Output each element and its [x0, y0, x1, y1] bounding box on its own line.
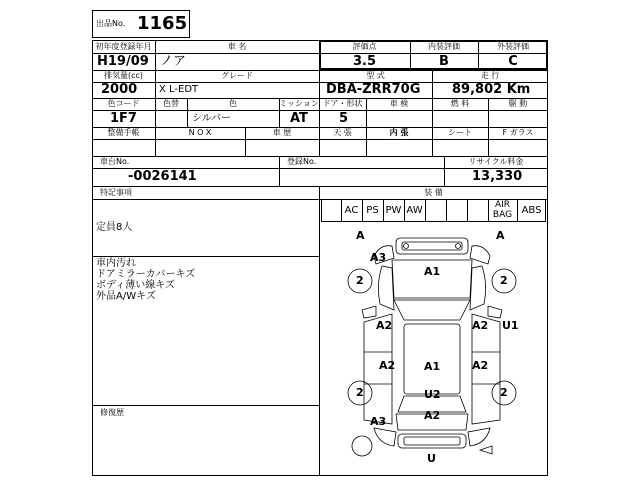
label-reg-no: 登録No. [287, 157, 317, 166]
label-score: 評価点 [352, 42, 377, 51]
label-history: 車 歴 [272, 128, 292, 137]
row3-label-line [92, 110, 548, 111]
damage-code: A2 [376, 319, 393, 332]
damage-code: A2 [472, 319, 489, 332]
equipment-pw: PW [385, 205, 402, 216]
eq-div [446, 199, 447, 222]
label-glass: F ガラス [502, 128, 534, 137]
lot-number-box [92, 10, 190, 38]
eq-div [467, 199, 468, 222]
eq-div [425, 199, 426, 222]
label-fuel: 燃 料 [450, 99, 470, 108]
label-exterior: 外装評価 [497, 42, 529, 51]
value-grade: X L-EDT [159, 84, 199, 95]
label-transmission: ミッション [279, 99, 319, 108]
equipment-abs: ABS [521, 205, 542, 216]
value-exterior: C [508, 54, 518, 69]
damage-code: A [496, 229, 505, 242]
damage-code: U [427, 452, 436, 465]
label-recycle: リサイクル料金 [468, 157, 524, 166]
value-model: DBA-ZRR70G [326, 82, 421, 97]
value-transmission: AT [290, 111, 308, 126]
damage-code: A [356, 229, 365, 242]
equipment-airbag: AIR BAG [492, 200, 513, 220]
repair-label: 修復歴 [100, 408, 124, 417]
label-drive: 駆 動 [508, 99, 528, 108]
note-item: 車内汚れ [96, 258, 136, 269]
car-damage-diagram [320, 224, 546, 474]
value-score: 3.5 [352, 54, 377, 69]
value-color: シルバー [192, 113, 232, 124]
damage-code: 2 [500, 274, 508, 287]
label-color-code: 色コード [107, 99, 140, 108]
lot-number: 1165 [137, 13, 188, 34]
label-first-reg: 初年度登録年月 [95, 42, 152, 51]
label-maintenance: 整備手帳 [107, 128, 140, 137]
value-displacement: 2000 [101, 82, 138, 97]
label-color-type: 色替 [163, 99, 179, 108]
row5-div-1 [279, 156, 280, 186]
equipment-label: 装 備 [424, 188, 443, 197]
label-sunroof: 天 張 [333, 128, 352, 137]
label-interior: 内装評価 [428, 42, 460, 51]
value-mileage: 89,802 Km [452, 82, 531, 97]
label-chassis: 車台No. [100, 157, 130, 166]
row5-bottom-line [92, 186, 548, 187]
capacity-note: 定員8人 [96, 222, 133, 233]
notes-mid-line [92, 256, 319, 257]
damage-code: 2 [500, 386, 508, 399]
value-car-name: ノア [160, 54, 187, 69]
equipment-aw: AW [406, 205, 423, 216]
value-color-code: 1F7 [110, 111, 137, 126]
label-car-name: 車 名 [227, 42, 247, 51]
repair-line [92, 405, 319, 406]
value-first-reg: H19/09 [97, 54, 149, 69]
lot-label: 出品No. [96, 19, 126, 28]
note-item: ドアミラーカバーキズ [96, 269, 196, 280]
damage-code: A1 [424, 265, 441, 278]
equipment-ps: PS [366, 205, 379, 216]
label-displacement: 排気量(cc) [103, 71, 144, 80]
label-nox: N O X [188, 128, 212, 137]
notes-label: 特記事項 [100, 188, 132, 197]
label-inspection: 車 検 [389, 99, 409, 108]
damage-code: A2 [424, 409, 441, 422]
label-seat: シート [448, 128, 472, 137]
damage-code: 2 [356, 386, 364, 399]
label-color: 色 [229, 99, 237, 108]
damage-code: A3 [370, 251, 387, 264]
note-item: ボディ薄い線キズ [96, 280, 175, 291]
damage-code: U2 [424, 388, 441, 401]
label-mileage: 走 行 [480, 71, 500, 80]
value-chassis: -0026141 [128, 169, 197, 184]
damage-code: U1 [502, 319, 519, 332]
damage-code: 2 [356, 274, 364, 287]
label-model: 型 式 [366, 71, 385, 80]
damage-code: A1 [424, 360, 441, 373]
label-interior-roof: 内 張 [389, 128, 409, 137]
label-doors: ドア・形状 [322, 99, 363, 108]
note-item: 外品A/Wキズ [96, 291, 156, 302]
row4-label-line [92, 139, 548, 140]
damage-code: A2 [379, 359, 396, 372]
value-doors: 5 [339, 111, 349, 126]
damage-code: A3 [370, 415, 387, 428]
damage-code: A2 [472, 359, 489, 372]
label-grade: グレード [221, 71, 253, 80]
value-interior: B [439, 54, 449, 69]
value-recycle: 13,330 [472, 169, 523, 184]
equipment-ac: AC [344, 205, 359, 216]
